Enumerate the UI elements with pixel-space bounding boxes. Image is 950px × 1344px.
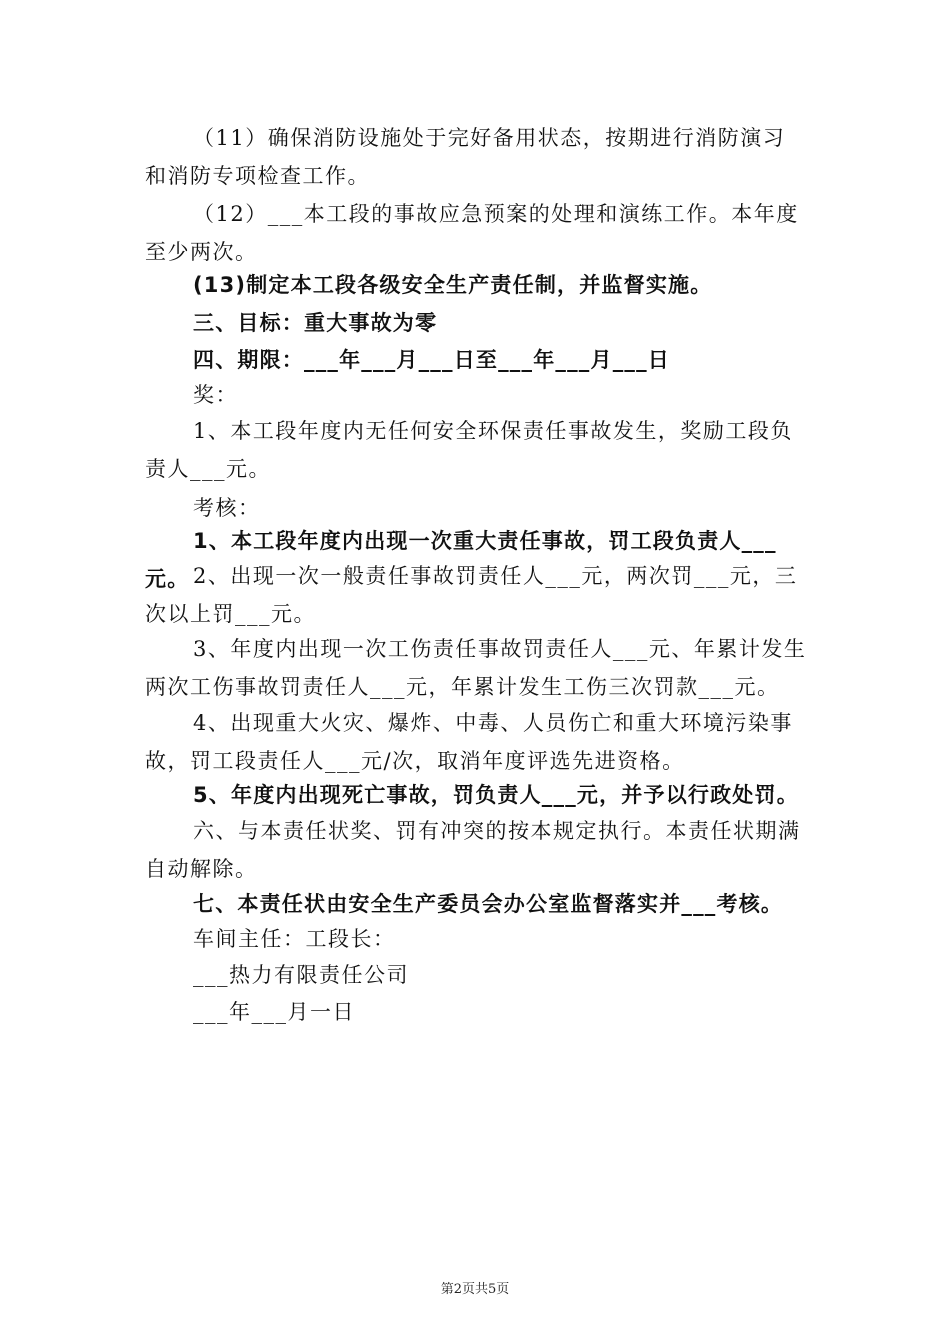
- section-goal: 三、目标：重大事故为零: [193, 311, 438, 335]
- assessment-heading: 考核：: [193, 496, 261, 520]
- section-seven: 七、本责任状由安全生产委员会办公室监督落实并___考核。: [193, 892, 784, 916]
- signature-date: ___年___月一日: [193, 1000, 355, 1024]
- company-name: ___热力有限责任公司: [193, 963, 409, 987]
- assessment-item-5: 5、年度内出现死亡事故，罚负责人___元，并予以行政处罚。: [193, 783, 799, 807]
- assessment-item-3: 3、年度内出现一次工伤责任事故罚责任人___元、年累计发生两次工伤事故罚责任人___元，年累计发生工伤三次罚款___元。: [145, 637, 807, 699]
- clause-12: （12）___本工段的事故应急预案的处理和演练工作。本年度至少两次。: [145, 202, 799, 264]
- reward-heading: 奖：: [193, 383, 238, 407]
- assessment-item-4: 4、出现重大火灾、爆炸、中毒、人员伤亡和重大环境污染事故，罚工段责任人___元/次，取消年度评选先进资格。: [145, 711, 793, 773]
- signature-line: 车间主任：工段长：: [193, 927, 396, 951]
- reward-item-1: 1、本工段年度内无任何安全环保责任事故发生，奖励工段负责人___元。: [145, 419, 793, 481]
- clause-11: （11）确保消防设施处于完好备用状态，按期进行消防演习和消防专项检查工作。: [145, 126, 786, 188]
- section-period: 四、期限：___年___月___日至___年___月___日: [193, 348, 670, 372]
- assessment-item-1: 1、本工段年度内出现一次重大责任事故，罚工段负责人___元。: [145, 529, 777, 591]
- clause-13: (13)制定本工段各级安全生产责任制，并监督实施。: [193, 273, 713, 297]
- page-number: 第2页共5页: [440, 1282, 510, 1297]
- section-six: 六、与本责任状奖、罚有冲突的按本规定执行。本责任状期满自动解除。: [145, 819, 801, 881]
- assessment-item-2: 2、出现一次一般责任事故罚责任人___元，两次罚___元，三次以上罚___元。: [145, 564, 798, 626]
